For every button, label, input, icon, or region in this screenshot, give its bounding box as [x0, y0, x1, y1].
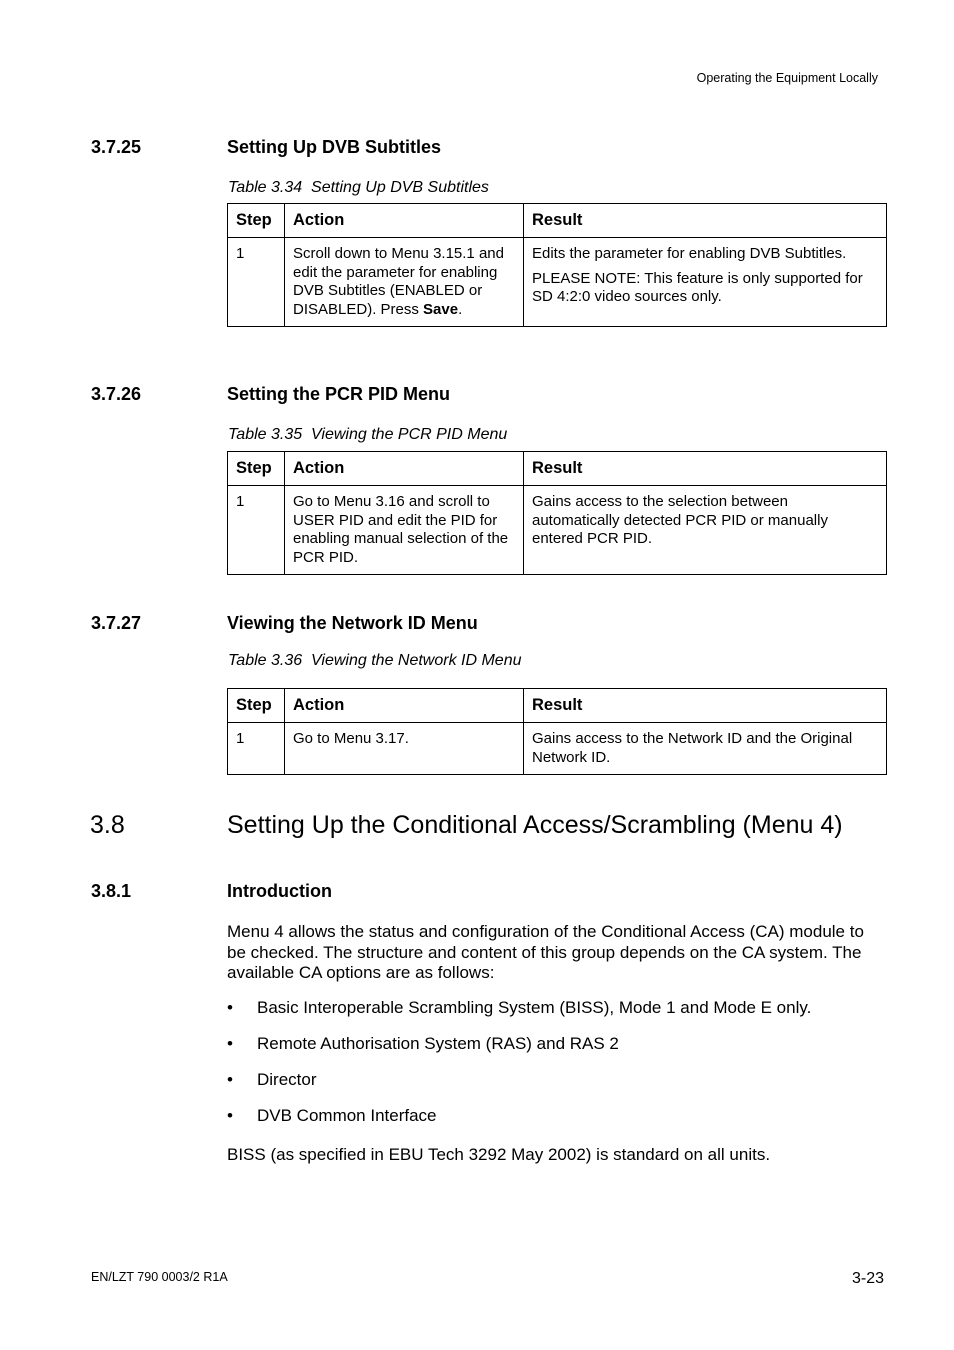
- table-caption-title: Viewing the Network ID Menu: [311, 652, 522, 669]
- column-header-action: Action: [285, 204, 524, 238]
- closing-paragraph: BISS (as specified in EBU Tech 3292 May 2002) is standard on all units.: [227, 1145, 771, 1164]
- bullet-icon: •: [227, 998, 233, 1017]
- table-caption: [228, 179, 489, 197]
- result-cell: Gains access to the selection between automatically detected PCR PID or manually entered PCR PID.: [524, 486, 887, 575]
- table-header-row: [228, 452, 887, 486]
- step-cell: 1: [228, 486, 285, 575]
- action-text: Scroll down to Menu 3.15.1 and edit the parameter for enabling DVB Subtitles (ENABLED or DISABLED). Press: [293, 245, 504, 318]
- table-header-row: [228, 204, 887, 238]
- result-cell: Gains access to the Network ID and the Original Network ID.: [524, 723, 887, 775]
- section-number: 3.7.26: [91, 384, 142, 404]
- action-cell: Go to Menu 3.16 and scroll to USER PID and edit the PID for enabling manual selection of the PCR PID.: [285, 486, 524, 575]
- column-header-action: Action: [285, 452, 524, 486]
- section-title: Introduction: [227, 881, 332, 901]
- column-header-action: Action: [285, 689, 524, 723]
- section-number: 3.8.1: [91, 881, 132, 901]
- table-header-row: [228, 689, 887, 723]
- list-item-text: Director: [257, 1070, 317, 1089]
- step-cell: 1: [228, 723, 285, 775]
- list-item-text: Basic Interoperable Scrambling System (BISS), Mode 1 and Mode E only.: [257, 998, 812, 1017]
- steps-table: [227, 688, 887, 775]
- step-cell: 1: [228, 238, 285, 327]
- table-row: [228, 486, 887, 575]
- bullet-icon: •: [227, 1034, 233, 1053]
- running-header: Operating the Equipment Locally: [696, 71, 878, 85]
- action-cell: Go to Menu 3.17.: [285, 723, 524, 775]
- result-cell: [524, 238, 887, 327]
- section-title: Setting the PCR PID Menu: [227, 384, 451, 404]
- section-number: 3.7.25: [91, 137, 142, 157]
- section-number: 3.7.27: [91, 613, 142, 633]
- steps-table: [227, 451, 887, 575]
- action-cell: [285, 238, 524, 327]
- action-suffix: .: [458, 300, 463, 318]
- list-item-text: DVB Common Interface: [257, 1106, 437, 1125]
- bullet-icon: •: [227, 1070, 233, 1089]
- result-note: PLEASE NOTE: This feature is only supported for SD 4:2:0 video sources only.: [532, 269, 863, 305]
- section-title: Setting Up DVB Subtitles: [227, 137, 442, 157]
- save-keyword: Save: [423, 300, 459, 318]
- column-header-step: Step: [228, 689, 285, 723]
- steps-table: [227, 203, 887, 327]
- table-caption-title: Viewing the PCR PID Menu: [311, 426, 508, 443]
- table-caption: [228, 426, 507, 444]
- column-header-step: Step: [228, 204, 285, 238]
- chapter-title: Setting Up the Conditional Access/Scrambling (Menu 4): [227, 811, 843, 839]
- bullet-icon: •: [227, 1106, 233, 1125]
- page-number: 3-23: [852, 1270, 885, 1287]
- table-caption-label: Table 3.35: [228, 426, 303, 443]
- section-title: Viewing the Network ID Menu: [227, 613, 478, 633]
- document-id: EN/LZT 790 0003/2 R1A: [91, 1270, 228, 1284]
- table-row: [228, 723, 887, 775]
- column-header-result: Result: [524, 204, 887, 238]
- column-header-result: Result: [524, 689, 887, 723]
- table-caption-label: Table 3.34: [228, 179, 303, 196]
- list-item-text: Remote Authorisation System (RAS) and RAS 2: [257, 1034, 619, 1053]
- table-caption-label: Table 3.36: [228, 652, 303, 669]
- intro-paragraph: Menu 4 allows the status and configuration of the Conditional Access (CA) module to be checked. The structure and content of this group depends on the CA system. The available CA options are as follows:: [227, 922, 864, 982]
- chapter-number: 3.8: [90, 811, 125, 839]
- column-header-result: Result: [524, 452, 887, 486]
- table-row: [228, 238, 887, 327]
- column-header-step: Step: [228, 452, 285, 486]
- table-caption-title: Setting Up DVB Subtitles: [311, 179, 489, 196]
- result-text: Edits the parameter for enabling DVB Subtitles.: [532, 245, 847, 262]
- table-caption: [228, 652, 522, 670]
